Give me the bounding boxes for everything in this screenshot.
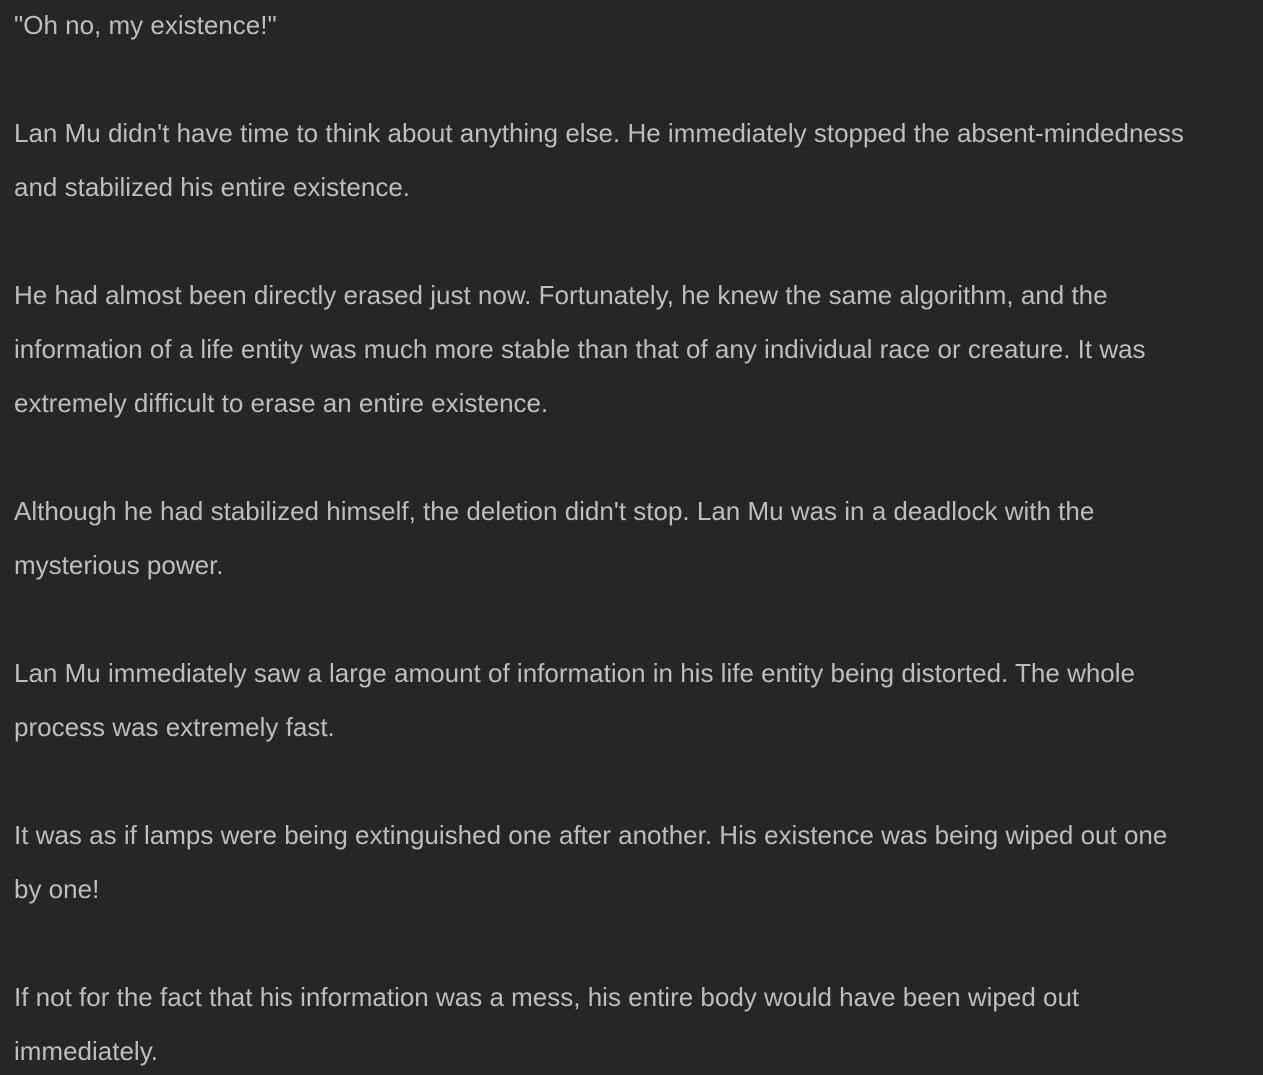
paragraph: It was as if lamps were being extinguished one after another. His existence was being wiped out one by one!	[14, 820, 1168, 904]
paragraph: "Oh no, my existence!"	[14, 10, 277, 40]
paragraph: If not for the fact that his information was a mess, his entire body would have been wiped out immediately.	[14, 982, 1080, 1066]
paragraph: Although he had stabilized himself, the deletion didn't stop. Lan Mu was in a deadlock with the mysterious power.	[14, 496, 1095, 580]
paragraph: Lan Mu immediately saw a large amount of information in his life entity being distorted. The whole process was extremely fast.	[14, 658, 1135, 742]
paragraph: He had almost been directly erased just now. Fortunately, he knew the same algorithm, and the information of a life entity was much more stable than that of any individual race or creature. It was extremely difficult to erase an entire existence.	[14, 280, 1146, 418]
paragraph: Lan Mu didn't have time to think about anything else. He immediately stopped the absent-mindedness and stabilized his entire existence.	[14, 118, 1184, 202]
